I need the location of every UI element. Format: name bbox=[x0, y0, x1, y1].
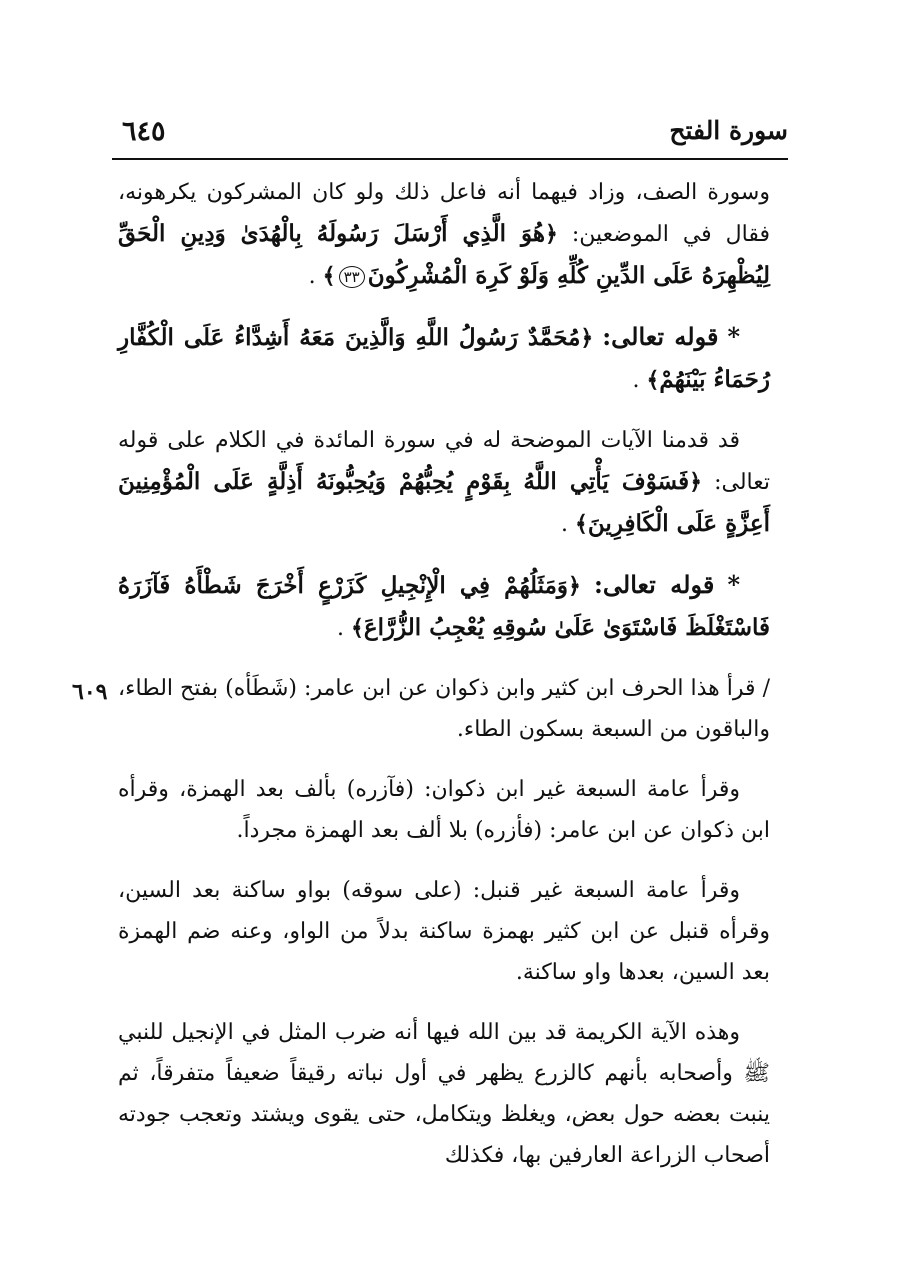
quote-heading-1: * قوله تعالى: ﴿مُحَمَّدٌ رَسُولُ اللَّهِ وَالَّذِينَ مَعَهُ أَشِدَّاءُ عَلَى الْكُفَّارِ رُحَمَاءُ بَيْنَهُمْ﴾ . bbox=[118, 322, 770, 393]
quote-label: قوله تعالى: bbox=[602, 322, 719, 351]
asterisk-marker: * bbox=[727, 322, 741, 351]
asterisk-marker: * bbox=[727, 570, 741, 599]
surah-title: سورة الفتح bbox=[669, 116, 788, 145]
paragraph-2: قد قدمنا الآيات الموضحة له في سورة المائدة في الكلام على قوله تعالى: ﴿فَسَوْفَ يَأْتِي اللَّهُ بِقَوْمٍ يُحِبُّهُمْ وَيُحِبُّونَهُ أَذِلَّةٍ عَلَى الْمُؤْمِنِينَ أَعِزَّةٍ عَلَى الْكَافِرِينَ﴾ . bbox=[118, 428, 770, 537]
quote-1-end: . bbox=[632, 368, 640, 393]
quote-heading-2: * قوله تعالى: ﴿وَمَثَلُهُمْ فِي الْإِنْجِيلِ كَزَرْعٍ أَخْرَجَ شَطْأَهُ فَآزَرَهُ فَاسْتَغْلَظَ فَاسْتَوَىٰ عَلَىٰ سُوقِهِ يُعْجِبُ الزُّرَّاعَ﴾ . bbox=[118, 570, 770, 641]
page-header bbox=[112, 112, 788, 160]
page-number: ٦٤٥ bbox=[122, 116, 166, 147]
paragraph-1: وسورة الصف، وزاد فيهما أنه فاعل ذلك ولو كان المشركون يكرهونه، فقال في الموضعين: ﴿هُوَ الَّذِي أَرْسَلَ رَسُولَهُ بِالْهُدَىٰ وَدِينِ الْحَقِّ لِيُظْهِرَهُ عَلَى الدِّينِ كُلِّهِ وَلَوْ كَرِهَ الْمُشْرِكُونَ٣٣﴾ . bbox=[118, 180, 771, 289]
paragraph-4: وقرأ عامة السبعة غير ابن ذكوان: (فآزره) بألف بعد الهمزة، وقرأه ابن ذكوان عن ابن عامر: (فأزره) بلا ألف بعد الهمزة مجرداً. bbox=[118, 777, 770, 843]
page-body bbox=[118, 172, 770, 1195]
quote-2-end: . bbox=[336, 616, 344, 641]
quran-verse-4: وَمَثَلُهُمْ فِي الْإِنْجِيلِ كَزَرْعٍ أَخْرَجَ شَطْأَهُ فَآزَرَهُ فَاسْتَغْلَظَ فَاسْتَوَىٰ عَلَىٰ سُوقِهِ يُعْجِبُ الزُّرَّاعَ bbox=[118, 572, 770, 641]
paragraph-2-end: . bbox=[561, 512, 569, 537]
verse-number-badge: ٣٣ bbox=[339, 266, 365, 288]
paragraph-5: وقرأ عامة السبعة غير قنبل: (على سوقه) بواو ساكنة بعد السين، وقرأه قنبل عن ابن كثير بهمزة ساكنة بدلاً من الواو، وعنه ضم الهمزة بعد السين، بعدها واو ساكنة. bbox=[118, 878, 770, 985]
paragraph-3: / قرأ هذا الحرف ابن كثير وابن ذكوان عن ابن عامر: (شَطَأه) بفتح الطاء، والباقون من السبعة بسكون الطاء. bbox=[118, 676, 770, 742]
paragraph-2-text: قد قدمنا الآيات الموضحة له في سورة المائدة في الكلام على قوله تعالى: bbox=[118, 428, 770, 495]
margin-page-marker: ٦٠٩ bbox=[72, 679, 108, 705]
quran-verse-2: مُحَمَّدٌ رَسُولُ اللَّهِ وَالَّذِينَ مَعَهُ أَشِدَّاءُ عَلَى الْكُفَّارِ رُحَمَاءُ بَيْنَهُمْ bbox=[118, 324, 770, 393]
quran-verse-3: فَسَوْفَ يَأْتِي اللَّهُ بِقَوْمٍ يُحِبُّهُمْ وَيُحِبُّونَهُ أَذِلَّةٍ عَلَى الْمُؤْمِنِينَ أَعِزَّةٍ عَلَى الْكَافِرِينَ bbox=[118, 468, 770, 537]
quran-verse-1: هُوَ الَّذِي أَرْسَلَ رَسُولَهُ بِالْهُدَىٰ وَدِينِ الْحَقِّ لِيُظْهِرَهُ عَلَى الدِّينِ كُلِّهِ وَلَوْ كَرِهَ الْمُشْرِكُونَ bbox=[118, 220, 770, 289]
paragraph-1-text: وسورة الصف، وزاد فيهما أنه فاعل ذلك ولو كان المشركون يكرهونه، فقال في الموضعين: bbox=[118, 180, 771, 247]
paragraph-6: وهذه الآية الكريمة قد بين الله فيها أنه ضرب المثل في الإنجيل للنبي ﷺ وأصحابه بأنهم كالزرع يظهر في أول نباته رقيقاً ضعيفاً متفرقاً، ثم ينبت بعضه حول بعض، ويغلظ ويتكامل، حتى يقوى ويشتد وتعجب جودته أصحاب الزراعة العارفين بها، فكذلك bbox=[118, 1020, 770, 1168]
paragraph-1-end: . bbox=[308, 264, 316, 289]
quote-label: قوله تعالى: bbox=[594, 570, 715, 599]
